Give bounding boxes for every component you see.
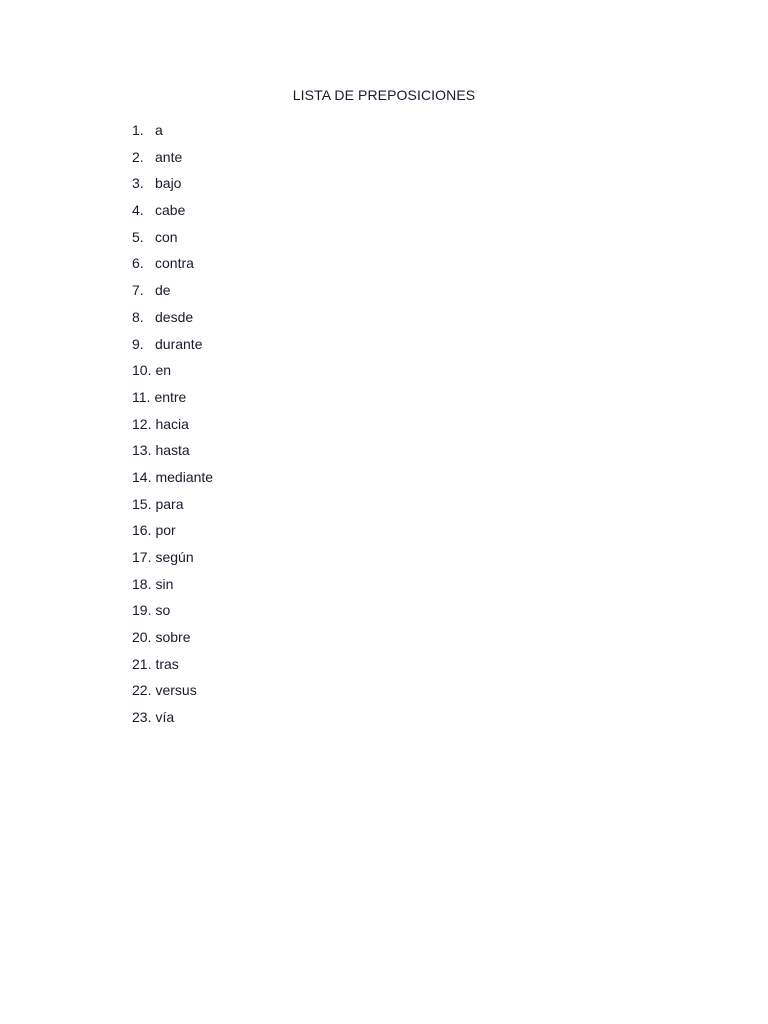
list-item-number: 15. — [132, 495, 152, 512]
list-item — [132, 600, 213, 627]
list-item-number: 12. — [132, 415, 152, 432]
list-item — [132, 627, 213, 654]
list-item — [132, 173, 213, 200]
list-item — [132, 440, 213, 467]
list-item-word: por — [155, 522, 176, 539]
list-item-number: 20. — [132, 629, 152, 646]
list-item — [132, 280, 213, 307]
list-item-number: 8. — [132, 308, 144, 325]
list-item-word: sin — [155, 575, 174, 592]
list-item-number: 6. — [132, 255, 144, 272]
list-item — [132, 387, 213, 414]
list-item-word: mediante — [155, 468, 214, 485]
list-item-word: so — [155, 602, 171, 619]
list-item-number: 13. — [132, 442, 152, 459]
list-item-word: durante — [155, 335, 203, 352]
list-item-word: para — [155, 495, 184, 512]
list-item-number: 19. — [132, 602, 152, 619]
list-item — [132, 680, 213, 707]
list-item-number: 3. — [132, 175, 144, 192]
list-item-word: a — [155, 122, 163, 138]
list-item-number: 9. — [132, 335, 144, 352]
list-item — [132, 360, 213, 387]
list-item — [132, 307, 213, 334]
list-item-word: entre — [154, 388, 187, 405]
list-item-number: 4. — [132, 202, 144, 219]
list-item-word: bajo — [155, 175, 182, 192]
list-item-word: con — [155, 228, 178, 245]
list-item — [132, 707, 213, 734]
list-item-word: hasta — [155, 442, 190, 459]
list-item — [132, 494, 213, 521]
list-item — [132, 414, 213, 441]
list-item-number: 10. — [132, 362, 152, 379]
list-item-word: en — [155, 362, 172, 379]
list-item-number: 22. — [132, 682, 152, 699]
list-item-number: 14. — [132, 468, 152, 485]
list-item-word: desde — [155, 308, 194, 325]
preposition-list — [132, 120, 213, 734]
list-item — [132, 200, 213, 227]
list-item-word: de — [155, 282, 171, 299]
list-item-number: 7. — [132, 282, 144, 299]
list-item-number: 2. — [132, 148, 144, 165]
list-item — [132, 547, 213, 574]
list-item-number: 17. — [132, 549, 152, 565]
list-item-word: cabe — [155, 202, 186, 219]
list-item — [132, 147, 213, 174]
list-item — [132, 227, 213, 254]
page-title: LISTA DE PREPOSICIONES — [292, 87, 476, 103]
list-item-word: hacia — [155, 415, 189, 432]
list-item — [132, 654, 213, 681]
list-item-number: 18. — [132, 575, 152, 592]
list-item-word: contra — [155, 255, 194, 272]
list-item-word: vía — [155, 709, 175, 726]
list-item-number: 1. — [132, 122, 144, 138]
list-item-number: 23. — [132, 709, 152, 726]
list-item-number: 16. — [132, 522, 152, 539]
list-item-number: 21. — [132, 655, 152, 672]
list-item-number: 5. — [132, 228, 144, 245]
list-item-word: ante — [155, 148, 183, 165]
list-item-word: según — [155, 549, 194, 565]
list-item — [132, 574, 213, 601]
list-item — [132, 334, 213, 361]
list-item-word: sobre — [155, 629, 191, 646]
list-item — [132, 467, 213, 494]
list-item — [132, 120, 213, 147]
list-item-word: tras — [155, 655, 179, 672]
list-item-word: versus — [155, 682, 197, 699]
list-item — [132, 520, 213, 547]
list-item — [132, 253, 213, 280]
list-item-number: 11. — [132, 388, 151, 405]
